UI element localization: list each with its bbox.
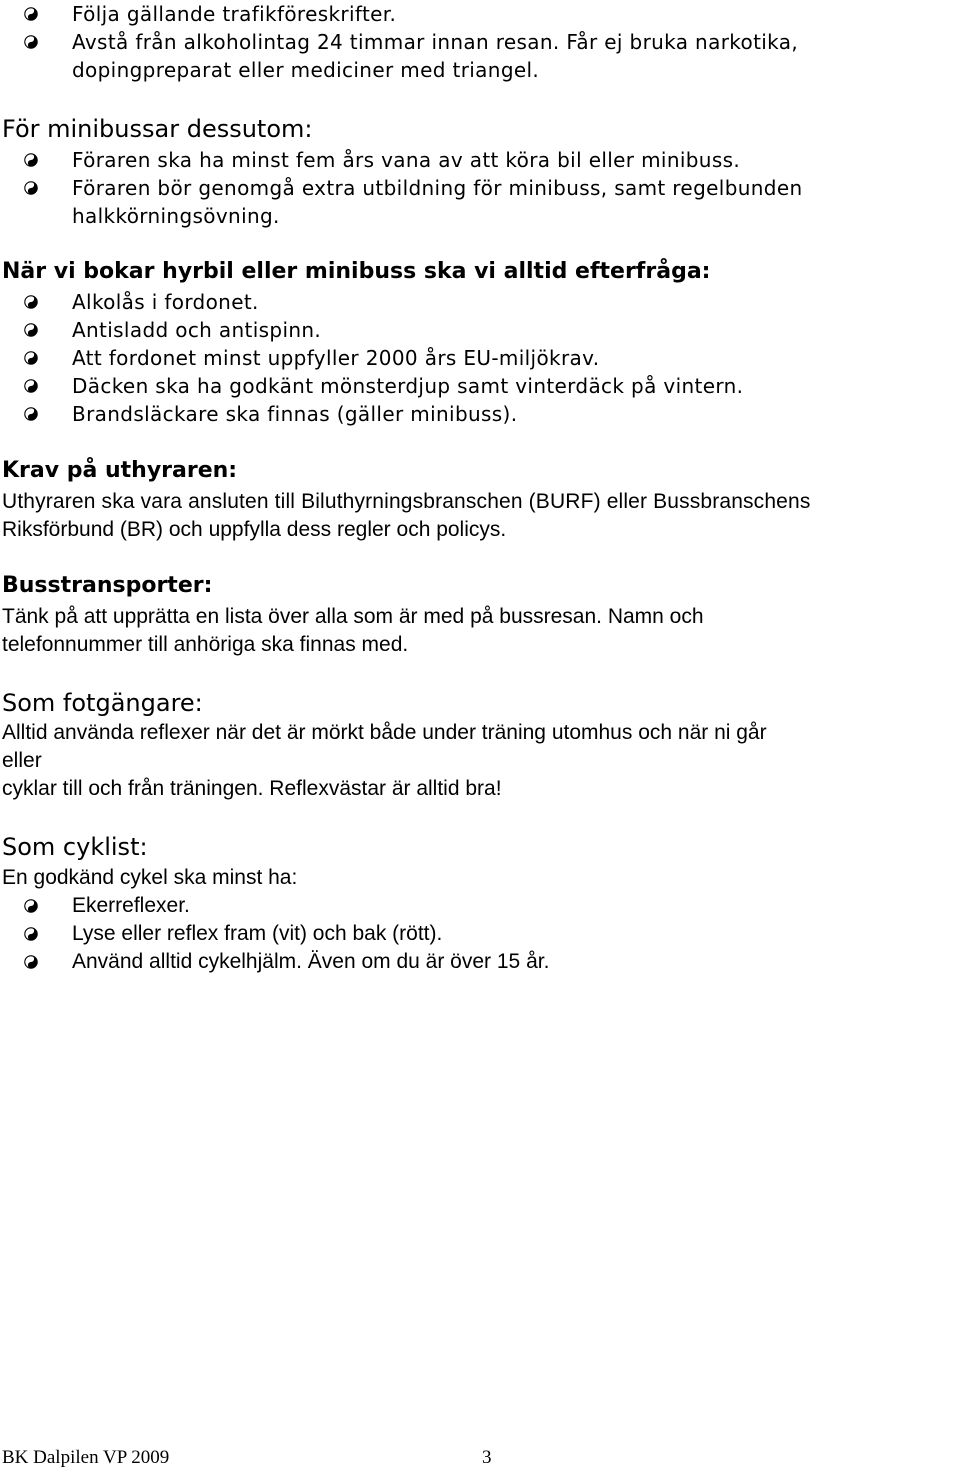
yin-yang-icon [24,295,38,309]
section-heading-bus: Busstransporter: [2,573,213,598]
yin-yang-icon [24,955,38,969]
list-item: Lyse eller reflex fram (vit) och bak (rött). [0,920,960,948]
list-item: Föraren ska ha minst fem års vana av att köra bil eller minibuss. [0,146,960,174]
yin-yang-icon [24,379,38,393]
list-item: Antisladd och antispinn. [0,316,960,344]
section-heading-landlord: Krav på uthyraren: [2,458,238,483]
section-heading-minibus: För minibussar dessutom: [2,115,313,143]
yin-yang-icon [24,7,38,21]
list-item: Att fordonet minst uppfyller 2000 års EU-miljökrav. [0,344,960,372]
list-item: Använd alltid cykelhjälm. Även om du är över 15 år. [0,948,960,976]
yin-yang-icon [24,899,38,913]
list-item: Däcken ska ha godkänt mönsterdjup samt vinterdäck på vintern. [0,372,960,400]
footer-title: BK Dalpilen VP 2009 [2,1447,170,1468]
paragraph-line: Tänk på att upprätta en lista över alla som är med på bussresan. Namn och [2,605,704,628]
yin-yang-icon [24,35,38,49]
paragraph-line: eller [2,749,42,772]
paragraph-line: Riksförbund (BR) och uppfylla dess regler och policys. [2,518,507,541]
yin-yang-icon [24,351,38,365]
list-item-continuation: halkkörningsövning. [72,204,280,228]
list-item: Ekerreflexer. [0,892,960,920]
list-item: Följa gällande trafikföreskrifter. [0,0,960,28]
page-number: 3 [482,1447,492,1468]
yin-yang-icon [24,153,38,167]
yin-yang-icon [24,927,38,941]
paragraph-line: telefonnummer till anhöriga ska finnas med. [2,633,409,656]
paragraph-line: cyklar till och från träningen. Reflexvästar är alltid bra! [2,777,502,800]
list-item: Föraren bör genomgå extra utbildning för minibuss, samt regelbunden [0,174,960,202]
paragraph-line: Alltid använda reflexer när det är mörkt både under träning utomhus och när ni går [2,721,767,744]
list-item: Alkolås i fordonet. [0,288,960,316]
list-item-continuation: dopingpreparat eller mediciner med triangel. [72,58,540,82]
yin-yang-icon [24,323,38,337]
list-item: Brandsläckare ska finnas (gäller minibuss). [0,400,960,428]
paragraph-line: En godkänd cykel ska minst ha: [2,866,298,889]
list-item: Avstå från alkoholintag 24 timmar innan resan. Får ej bruka narkotika, [0,28,960,56]
section-heading-booking: När vi bokar hyrbil eller minibuss ska vi alltid efterfråga: [2,259,711,284]
yin-yang-icon [24,407,38,421]
section-heading-cyclist: Som cyklist: [2,833,148,861]
section-heading-pedestrian: Som fotgängare: [2,689,203,717]
yin-yang-icon [24,181,38,195]
paragraph-line: Uthyraren ska vara ansluten till Biluthyrningsbranschen (BURF) eller Bussbranschens [2,490,811,513]
